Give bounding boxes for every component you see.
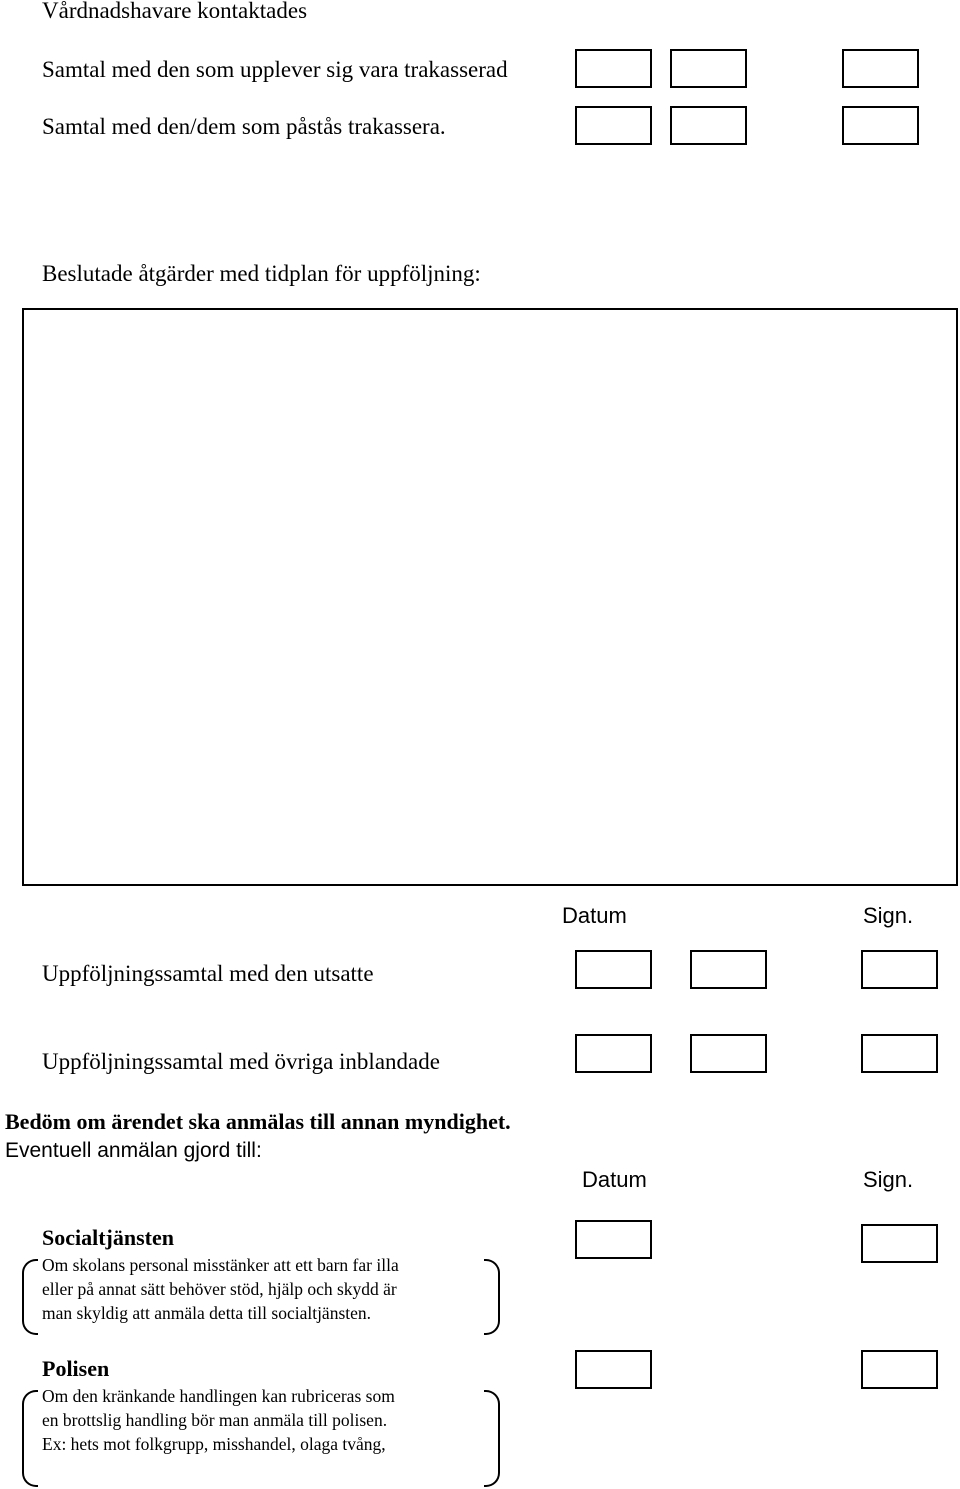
- followup-others-field-2[interactable]: [690, 1034, 767, 1073]
- row-label-talk-with-accused: Samtal med den/dem som påstås trakassera.: [42, 114, 446, 139]
- social-services-note-line-1: Om skolans personal misstänker att ett barn far illa: [42, 1255, 399, 1275]
- social-services-sign-field[interactable]: [861, 1224, 938, 1263]
- police-note: [42, 1384, 482, 1456]
- police-sign-field[interactable]: [861, 1350, 938, 1389]
- row2-field-3[interactable]: [842, 49, 919, 88]
- social-services-note: [42, 1253, 482, 1325]
- row3-field-3[interactable]: [842, 106, 919, 145]
- police-bracket-right: [484, 1390, 500, 1487]
- row-label-guardians-contacted: Vårdnadshavare kontaktades: [42, 0, 308, 23]
- police-bracket-left: [22, 1390, 38, 1487]
- report-heading: Bedöm om ärendet ska anmälas till annan myndighet.: [5, 1109, 511, 1134]
- report-datum-header: Datum: [582, 1167, 647, 1192]
- row3-field-2[interactable]: [670, 106, 747, 145]
- row3-field-1[interactable]: [575, 106, 652, 145]
- social-services-note-line-3: man skyldig att anmäla detta till socialtjänsten.: [42, 1303, 372, 1323]
- police-datum-field[interactable]: [575, 1350, 652, 1389]
- social-services-note-line-2: eller på annat sätt behöver stöd, hjälp och skydd är: [42, 1279, 397, 1299]
- followup-victim-field-2[interactable]: [690, 950, 767, 989]
- social-services-bracket-left: [22, 1259, 38, 1335]
- followup-datum-header: Datum: [562, 903, 627, 928]
- police-title: Polisen: [42, 1356, 110, 1381]
- row-label-talk-with-victim: Samtal med den som upplever sig vara trakasserad: [42, 57, 508, 82]
- followup-victim-field-1[interactable]: [575, 950, 652, 989]
- social-services-bracket-right: [484, 1259, 500, 1335]
- police-note-line-1: Om den kränkande handlingen kan rubriceras som: [42, 1386, 395, 1406]
- measures-text-area[interactable]: [22, 308, 958, 886]
- row2-field-1[interactable]: [575, 49, 652, 88]
- followup-sign-header: Sign.: [863, 903, 914, 928]
- social-services-datum-field[interactable]: [575, 1220, 652, 1259]
- report-sign-header: Sign.: [863, 1167, 914, 1192]
- report-subheading: Eventuell anmälan gjord till:: [5, 1139, 262, 1162]
- police-note-line-3: Ex: hets mot folkgrupp, misshandel, olaga tvång,: [42, 1434, 386, 1454]
- followup-victim-sign-field[interactable]: [861, 950, 938, 989]
- followup-label-victim: Uppföljningssamtal med den utsatte: [42, 961, 374, 986]
- followup-others-field-1[interactable]: [575, 1034, 652, 1073]
- police-note-line-2: en brottslig handling bör man anmäla till polisen.: [42, 1410, 388, 1430]
- followup-others-sign-field[interactable]: [861, 1034, 938, 1073]
- social-services-title: Socialtjänsten: [42, 1225, 174, 1250]
- row2-field-2[interactable]: [670, 49, 747, 88]
- followup-label-others: Uppföljningssamtal med övriga inblandade: [42, 1049, 440, 1074]
- measures-label: Beslutade åtgärder med tidplan för uppföljning:: [42, 261, 481, 286]
